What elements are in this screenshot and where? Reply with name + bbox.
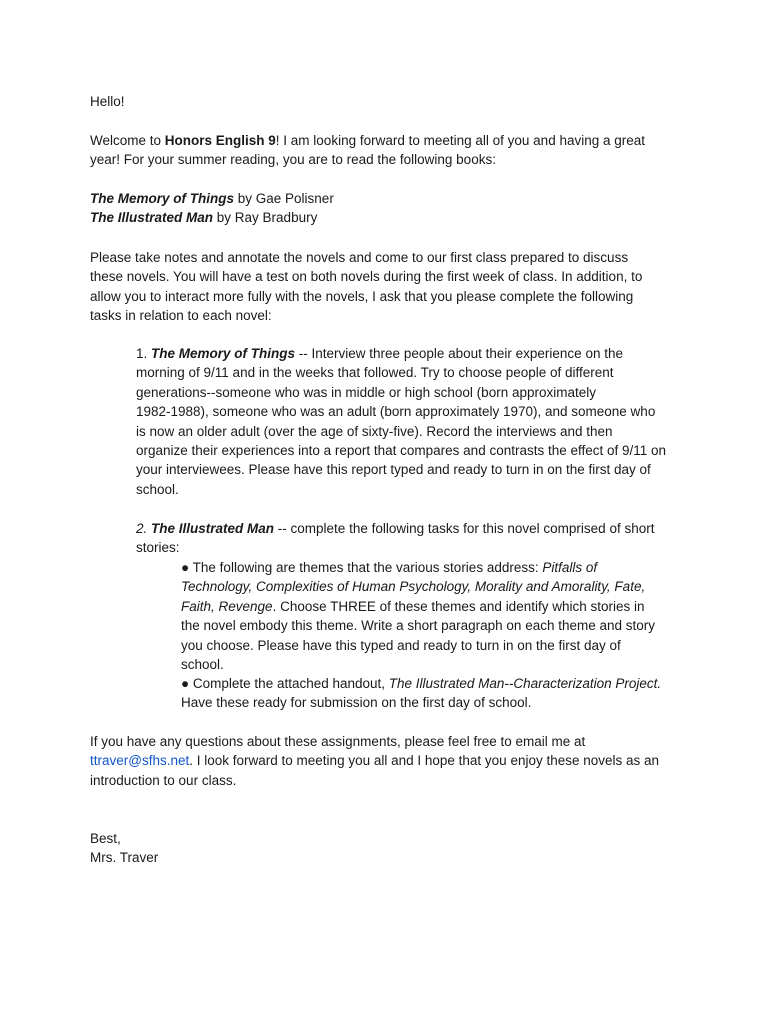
book-list <box>90 189 690 228</box>
signature: Mrs. Traver <box>90 850 159 866</box>
book-author: by Ray Bradbury <box>213 210 318 226</box>
course-name: Honors English 9 <box>164 133 276 148</box>
bullet-marker: ● <box>181 676 193 691</box>
closing-line-1: If you have any questions about these assignments, please feel free to email me at <box>90 734 586 749</box>
welcome-pre: Welcome to <box>90 133 165 148</box>
bullet-1-italic: Pitfalls of <box>542 560 598 575</box>
email-link[interactable]: ttraver@sfhs.net <box>90 753 190 769</box>
book-title: The Memory of Things <box>90 191 235 206</box>
task-1-line: 1982-1988), someone who was an adult (born approximately 1970), and someone who <box>136 404 656 420</box>
instructions-line: tasks in relation to each novel: <box>90 308 272 324</box>
bullet-1-line: school. <box>181 657 224 673</box>
task-1-text: -- Interview three people about their experience on the <box>295 346 623 361</box>
bullet-1-line-2: Technology, Complexities of Human Psychology, Morality and Amorality, Fate, <box>181 579 646 595</box>
task-1-line: organize their experiences into a report that compares and contrasts the effect of 9/11 on <box>136 443 667 459</box>
task-2-line-1 <box>136 519 696 538</box>
task-1-line: school. <box>136 481 179 497</box>
bullet-2-line-2: Have these ready for submission on the first day of school. <box>181 695 532 711</box>
bullet-1-line-1 <box>181 558 681 577</box>
task-1-line: morning of 9/11 and in the weeks that followed. Try to choose people of different <box>136 365 614 381</box>
task-2-line-2: stories: <box>136 540 180 556</box>
task-2-bullet-2 <box>181 674 681 713</box>
task-1-line: your interviewees. Please have this report typed and ready to turn in on the first day of <box>136 462 651 478</box>
task-1-line: is now an older adult (over the age of sixty-five). Record the interviews and then <box>136 423 613 439</box>
instructions-paragraph <box>90 248 690 326</box>
closing-line-3: introduction to our class. <box>90 772 237 788</box>
book-item <box>90 189 690 208</box>
greeting-text: Hello! <box>90 94 125 109</box>
task-2-bullet-1 <box>181 558 681 674</box>
welcome-post: ! I am looking forward to meeting all of you and having a great <box>275 133 646 148</box>
task-1-line: generations--someone who was in middle or high school (born approximately <box>136 384 596 400</box>
bullet-1-line-3 <box>181 597 681 616</box>
bullet-1-line: you choose. Please have this typed and ready to turn in on the first day of <box>181 637 621 653</box>
instructions-line: allow you to interact more fully with the novels, I ask that you please complete the following <box>90 288 634 304</box>
task-2-text: -- complete the following tasks for this novel comprised of short <box>274 521 655 536</box>
instructions-line: Please take notes and annotate the novels and come to our first class prepared to discuss <box>90 250 629 265</box>
bullet-marker: ● <box>181 560 193 575</box>
bullet-1-text: The following are themes that the various stories address: <box>192 560 543 575</box>
closing-paragraph <box>90 732 690 790</box>
task-1-number: 1. <box>136 346 152 361</box>
book-title: The Illustrated Man <box>90 210 214 226</box>
task-1-title: The Memory of Things <box>151 346 296 361</box>
bullet-2-italic: The Illustrated Man--Characterization Project. <box>388 676 662 691</box>
bullet-1-line: the novel embody this theme. Write a short paragraph on each theme and story <box>181 618 656 634</box>
welcome-line-2: year! For your summer reading, you are to read the following books: <box>90 152 496 168</box>
signoff-block <box>90 829 690 868</box>
bullet-1-text: . Choose THREE of these themes and identify which stories in <box>272 598 645 614</box>
task-1 <box>136 344 696 499</box>
bullet-1-italic: Faith, Revenge <box>181 598 273 614</box>
task-2 <box>136 519 696 558</box>
closing-line-2 <box>90 751 690 770</box>
signoff: Best, <box>90 831 121 846</box>
task-2-number: 2. <box>136 521 152 536</box>
task-1-line-1 <box>136 344 696 363</box>
book-item <box>90 208 690 227</box>
greeting <box>90 92 690 111</box>
welcome-paragraph <box>90 131 690 170</box>
welcome-line-1 <box>90 131 690 150</box>
instructions-line: these novels. You will have a test on both novels during the first week of class. In addition, to <box>90 269 643 285</box>
book-author: by Gae Polisner <box>234 191 334 206</box>
bullet-2-line-1 <box>181 674 681 693</box>
bullet-2-text: Complete the attached handout, <box>192 676 389 691</box>
task-2-title: The Illustrated Man <box>151 521 275 536</box>
closing-text: . I look forward to meeting you all and I hope that you enjoy these novels as an <box>189 753 660 769</box>
